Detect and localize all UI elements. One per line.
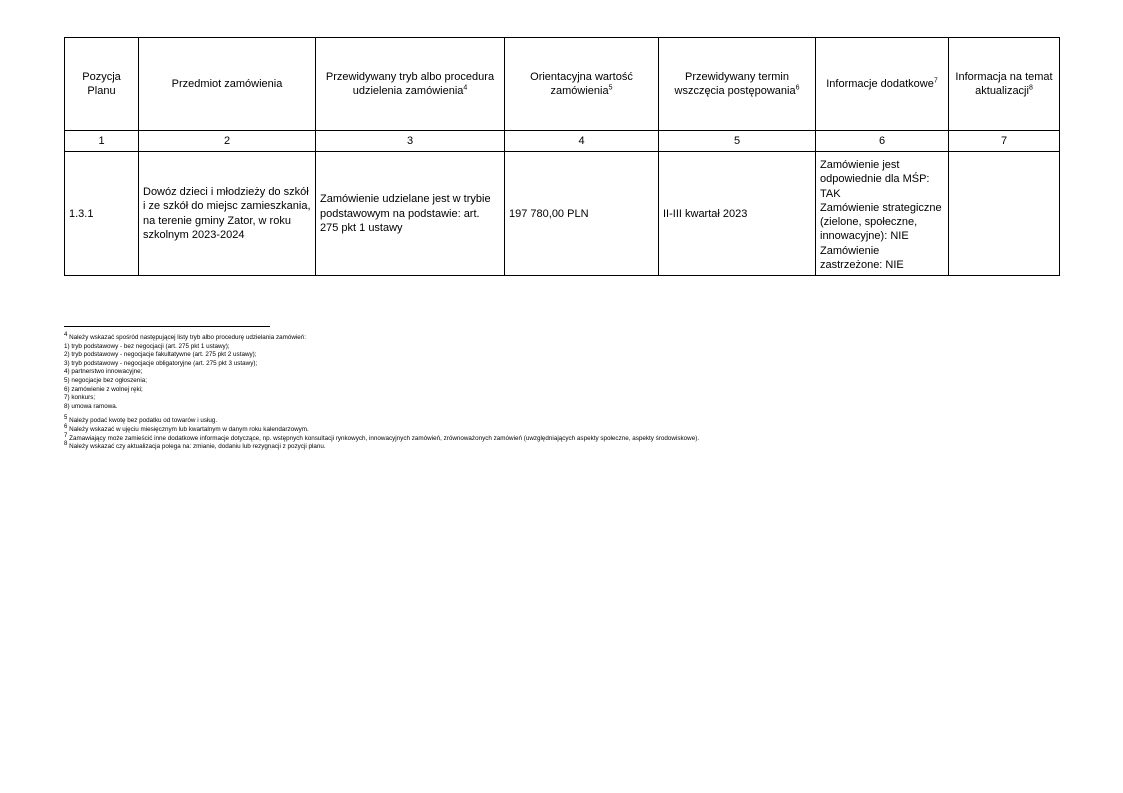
cell-value: 197 780,00 PLN: [505, 152, 659, 276]
column-number: 1: [65, 131, 139, 152]
column-number-row: [65, 131, 1060, 152]
footnote-number: 4: [64, 331, 68, 338]
footnote-ref: 8: [1028, 84, 1033, 92]
header-subject: Przedmiot zamówienia: [139, 38, 316, 131]
cell-subject: Dowóz dzieci i młodzieży do szkół i ze szkół do miejsc zamieszkania, na terenie gminy Zator, w roku szkolnym 2023-2024: [139, 152, 316, 276]
footnote-number: 5: [64, 415, 68, 422]
header-update-info: Informacja na temat aktualizacji$^8$: [949, 38, 1060, 131]
column-number: 7: [949, 131, 1060, 152]
footnote-ref: 7: [933, 77, 938, 85]
header-procedure: Przewidywany tryb albo procedura udzielenia zamówienia$^4$: [316, 38, 505, 131]
footnote-8: $^8$ Należy wskazać czy aktualizacja polega na: zmianie, dodaniu lub rezygnacji z pozycji planu.: [64, 441, 326, 451]
cell-update-info: [949, 152, 1060, 276]
cell-additional-info: Zamówienie jest odpowiednie dla MŚP: TAK Zamówienie strategiczne (zielone, społeczne, innowacyjne): NIE Zamówienie zastrzeżone: NIE: [816, 152, 949, 276]
cell-term: II-III kwartał 2023: [659, 152, 816, 276]
footnote-ref: 4: [463, 84, 468, 92]
column-number: 6: [816, 131, 949, 152]
header-term: Przewidywany termin wszczęcia postępowania$^6$: [659, 38, 816, 131]
footnote-number: 6: [64, 423, 68, 430]
header-additional-info: Informacje dodatkowe$^7$: [816, 38, 949, 131]
list-item: 2) tryb podstawowy - negocjacje fakultatywne (art. 275 pkt 2 ustawy);: [64, 351, 257, 359]
cell-position: 1.3.1: [65, 152, 139, 276]
table-header-row: [65, 38, 1060, 131]
list-item: 8) umowa ramowa.: [64, 402, 118, 410]
footnote-number: 7: [64, 432, 68, 439]
footnote-ref: 6: [795, 84, 800, 92]
procurement-plan-table: [64, 37, 1060, 276]
procedure-list: [64, 343, 1064, 412]
column-number: 5: [659, 131, 816, 152]
header-value: Orientacyjna wartość zamówienia$^5$: [505, 38, 659, 131]
cell-procedure: Zamówienie udzielane jest w trybie podstawowym na podstawie: art. 275 pkt 1 ustawy: [316, 152, 505, 276]
footnote-5: $^5$ Należy podać kwotę bez podatku od towarów i usług.: [64, 415, 218, 425]
column-number: 4: [505, 131, 659, 152]
list-item: 1) tryb podstawowy - bez negocjacji (art. 275 pkt 1 ustawy);: [64, 342, 230, 350]
footnote-7: $^7$ Zamawiający może zamieścić inne dodatkowe informacje dotyczące, np. wstępnych konsultacji rynkowych, innowacyjnych zamówień, zrównoważonych zamówień (uwzględniających aspekty społeczne, aspekty środowiskowe).: [64, 432, 700, 442]
header-position: Pozycja Planu: [65, 38, 139, 131]
footnote-separator: [64, 326, 270, 327]
column-number: 3: [316, 131, 505, 152]
footnote-number: 8: [64, 441, 68, 448]
footnote-ref: 5: [608, 84, 613, 92]
footnotes: [64, 331, 1064, 452]
footnote-6: $^6$ Należy wskazać w ujęciu miesięcznym lub kwartalnym w danym roku kalendarzowym.: [64, 423, 309, 433]
list-item: 5) negocjacje bez ogłoszenia;: [64, 376, 147, 384]
list-item: 7) konkurs;: [64, 394, 96, 402]
table-row: [65, 152, 1060, 276]
footnote-4: $^4$ Należy wskazać spośród następującej listy tryb albo procedurę udzielania zamówień:: [64, 331, 307, 341]
list-item: 4) partnerstwo innowacyjne;: [64, 368, 143, 376]
column-number: 2: [139, 131, 316, 152]
list-item: 6) zamówienie z wolnej ręki;: [64, 385, 143, 393]
list-item: 3) tryb podstawowy - negocjacje obligatoryjne (art. 275 pkt 3 ustawy);: [64, 359, 258, 367]
